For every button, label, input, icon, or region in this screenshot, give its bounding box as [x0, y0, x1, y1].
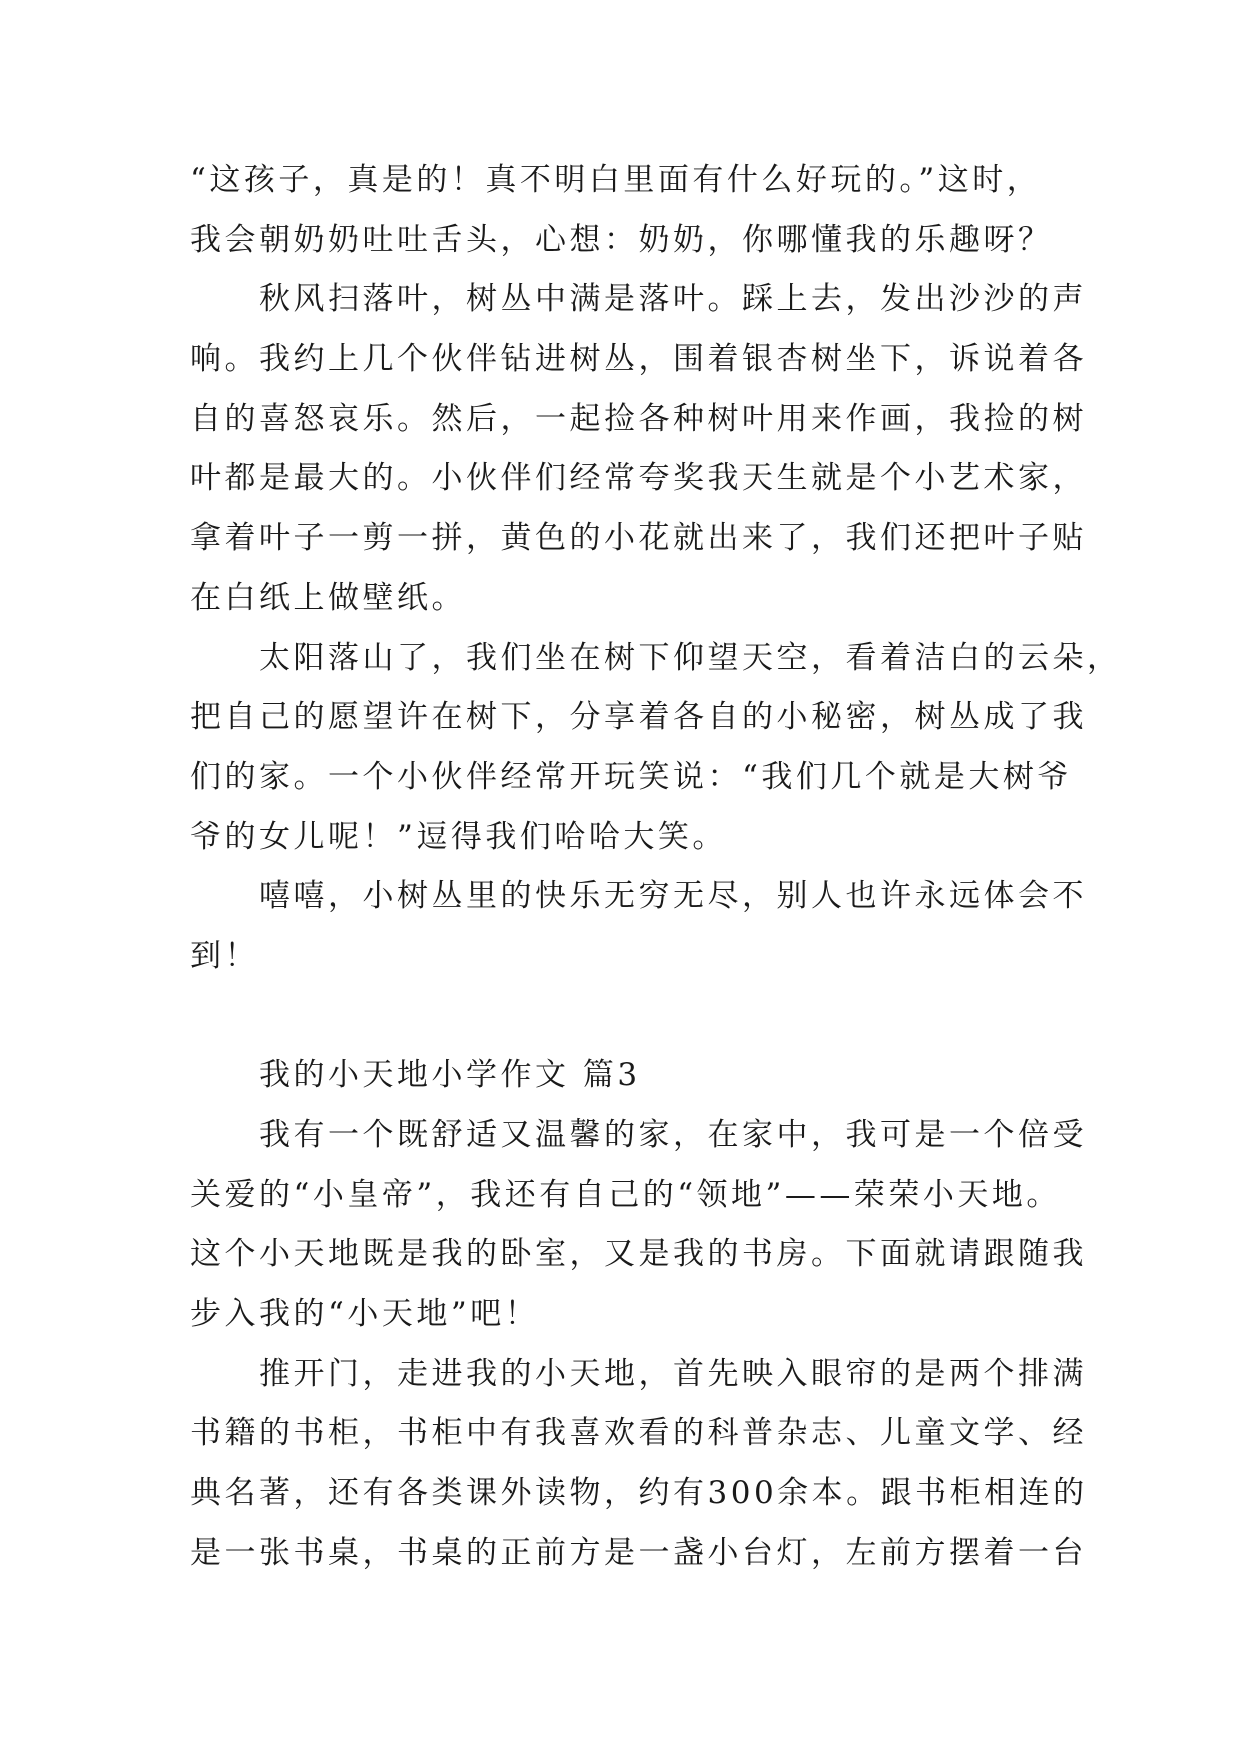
text-line: 响。我约上几个伙伴钻进树丛，围着银杏树坐下，诉说着各 — [190, 341, 1087, 378]
text-line: 我会朝奶奶吐吐舌头，心想：奶奶，你哪懂我的乐趣呀？ — [190, 221, 1053, 258]
text-line: 到！ — [190, 937, 259, 974]
text-line: 叶都是最大的。小伙伴们经常夸奖我天生就是个小艺术家， — [190, 460, 1087, 497]
text-line: 这个小天地既是我的卧室，又是我的书房。下面就请跟随我 — [190, 1236, 1087, 1273]
text-line: 是一张书桌，书桌的正前方是一盏小台灯，左前方摆着一台 — [190, 1534, 1087, 1571]
text-line: 拿着叶子一剪一拼，黄色的小花就出来了，我们还把叶子贴 — [190, 520, 1087, 557]
text-line: 自的喜怒哀乐。然后，一起捡各种树叶用来作画，我捡的树 — [190, 400, 1087, 437]
section-heading: 我的小天地小学作文 篇3 — [190, 1057, 641, 1094]
section-gap — [190, 997, 1070, 1057]
text-line: 太阳落山了，我们坐在树下仰望天空，看着洁白的云朵， — [190, 639, 1122, 676]
text-line: 推开门，走进我的小天地，首先映入眼帘的是两个排满 — [190, 1355, 1087, 1392]
text-line: 在白纸上做壁纸。 — [190, 579, 466, 616]
text-line: 嘻嘻，小树丛里的快乐无穷无尽，别人也许永远体会不 — [190, 878, 1087, 915]
text-line: 们的家。一个小伙伴经常开玩笑说：“我们几个就是大树爷 — [190, 758, 1072, 795]
text-line: 我有一个既舒适又温馨的家，在家中，我可是一个倍受 — [190, 1117, 1087, 1153]
text-line: 关爱的“小皇帝”，我还有自己的“领地”——荣荣小天地。 — [190, 1176, 1061, 1213]
text-line: 把自己的愿望许在树下，分享着各自的小秘密，树丛成了我 — [190, 699, 1087, 736]
text-line: 爷的女儿呢！”逗得我们哈哈大笑。 — [190, 818, 727, 855]
text-line: 步入我的“小天地”吧！ — [190, 1296, 540, 1333]
essay-body — [190, 161, 1122, 1594]
text-line: 秋风扫落叶，树丛中满是落叶。踩上去，发出沙沙的声 — [190, 281, 1087, 318]
text-line: “这孩子，真是的！真不明白里面有什么好玩的。”这时， — [190, 162, 1042, 198]
text-line: 书籍的书柜，书柜中有我喜欢看的科普杂志、儿童文学、经 — [190, 1415, 1087, 1452]
text-line: 典名著，还有各类课外读物，约有300余本。跟书柜相连的 — [190, 1475, 1088, 1512]
